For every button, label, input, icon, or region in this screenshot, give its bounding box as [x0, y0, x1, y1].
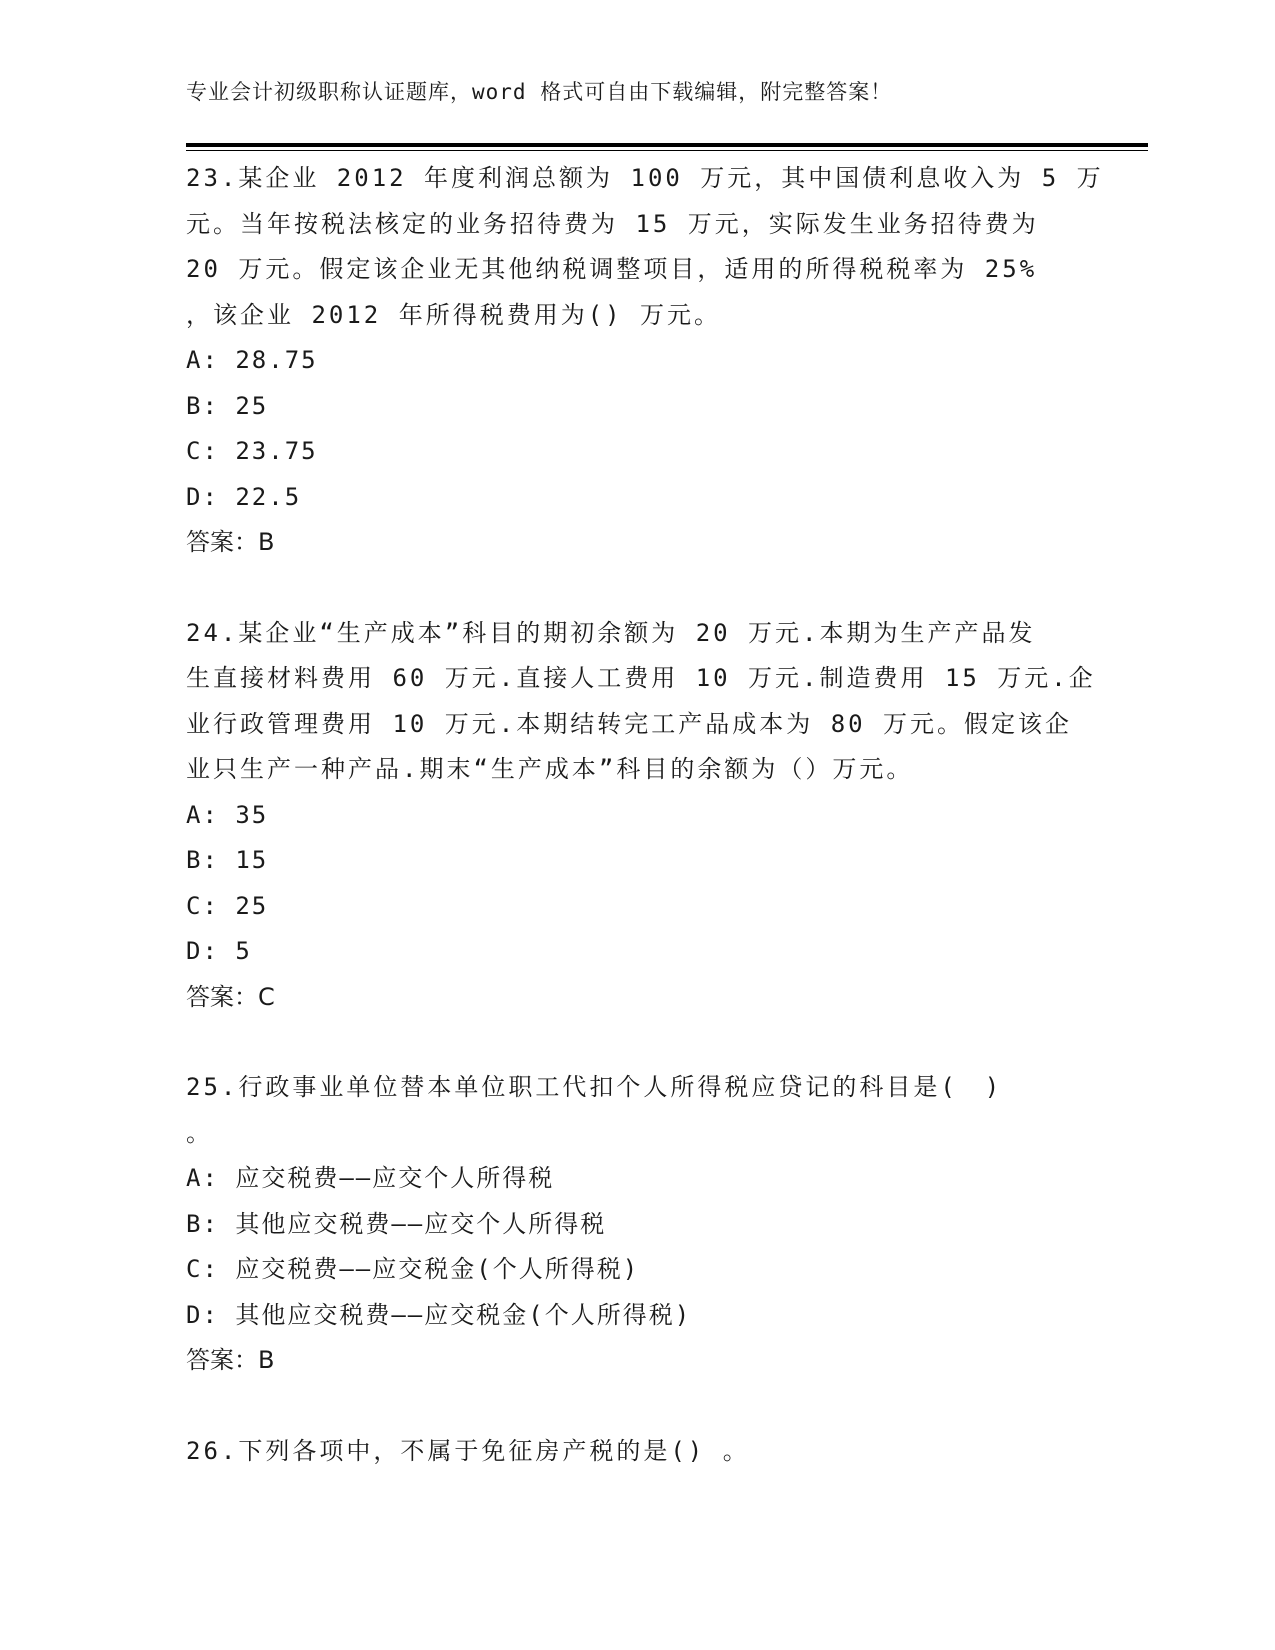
option-a: A: 35	[186, 800, 269, 829]
answer: 答案：C	[186, 982, 275, 1011]
page-header: 专业会计初级职称认证题库，word 格式可自由下载编辑，附完整答案！	[186, 80, 893, 104]
question-23	[186, 156, 1104, 566]
question-text-line: 23.某企业 2012 年度利润总额为 100 万元，其中国债利息收入为 5 万	[186, 164, 1104, 192]
option-b: B: 15	[186, 846, 269, 874]
answer: 答案：B	[186, 1346, 275, 1374]
question-text-line: 。	[186, 1118, 213, 1147]
option-a: A: 应交税费——应交个人所得税	[186, 1164, 555, 1192]
question-26	[186, 1429, 1086, 1475]
question-text-line: 20 万元。假定该企业无其他纳税调整项目，适用的所得税税率为 25%	[186, 255, 1038, 283]
option-b: B: 其他应交税费——应交个人所得税	[186, 1209, 607, 1238]
option-d: D: 22.5	[186, 482, 302, 511]
spacer	[186, 566, 1086, 611]
question-text-line: 24.某企业“生产成本”科目的期初余额为 20 万元.本期为生产产品发	[186, 618, 1036, 647]
header-divider-thin	[186, 150, 1148, 151]
question-24	[186, 611, 1096, 1021]
question-text-line: 25.行政事业单位替本单位职工代扣个人所得税应贷记的科目是( )	[186, 1073, 1003, 1101]
answer: 答案：B	[186, 528, 275, 556]
option-b: B: 25	[186, 391, 269, 420]
question-text-line: 26.下列各项中，不属于免征房产税的是() 。	[186, 1436, 750, 1465]
question-text-line: 生直接材料费用 60 万元.直接人工费用 10 万元.制造费用 15 万元.企	[186, 664, 1096, 692]
option-a: A: 28.75	[186, 346, 318, 374]
header-divider-thick	[186, 143, 1148, 147]
question-text-line: 元。当年按税法核定的业务招待费为 15 万元，实际发生业务招待费为	[186, 209, 1039, 238]
option-c: C: 应交税费——应交税金(个人所得税)	[186, 1255, 640, 1283]
option-c: C: 23.75	[186, 437, 318, 465]
spacer	[186, 1020, 1086, 1065]
question-text-line: 业行政管理费用 10 万元.本期结转完工产品成本为 80 万元。假定该企	[186, 709, 1073, 738]
spacer	[186, 1384, 1086, 1429]
option-d: D: 5	[186, 937, 252, 965]
question-text-line: ，该企业 2012 年所得税费用为() 万元。	[186, 300, 722, 329]
option-c: C: 25	[186, 891, 269, 920]
option-d: D: 其他应交税费——应交税金(个人所得税)	[186, 1300, 692, 1329]
question-list	[186, 156, 1104, 1474]
question-25	[186, 1065, 1086, 1384]
question-text-line: 业只生产一种产品.期末“生产成本”科目的余额为（）万元。	[186, 755, 914, 783]
